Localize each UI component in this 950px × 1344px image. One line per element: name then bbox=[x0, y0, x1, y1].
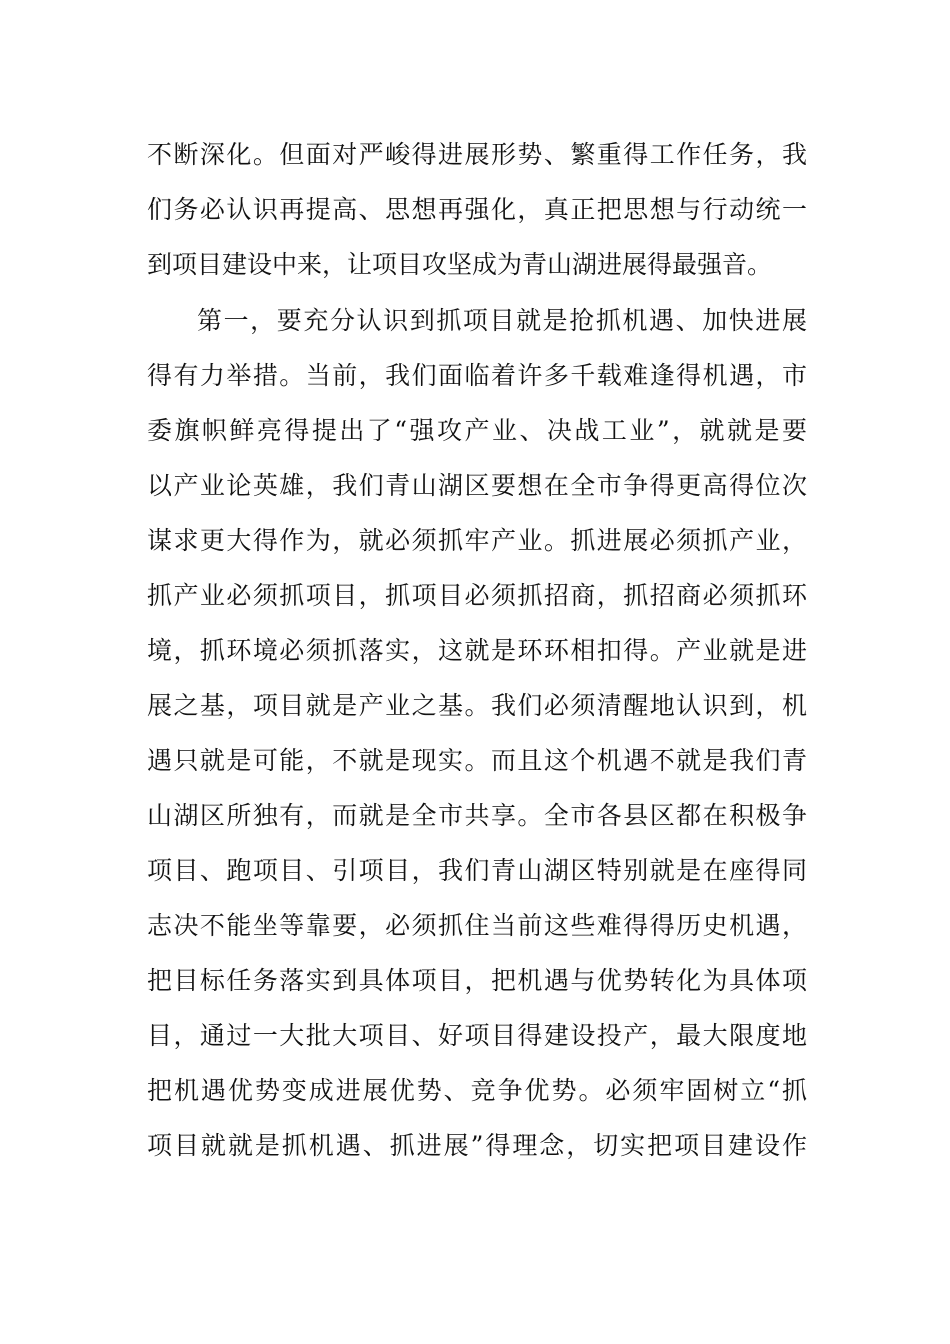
text-line: 展之基，项目就是产业之基。我们必须清醒地认识到，机 bbox=[147, 691, 807, 720]
text-line: 们务必认识再提高、思想再强化，真正把思想与行动统一 bbox=[147, 195, 807, 224]
text-line: 山湖区所独有，而就是全市共享。全市各县区都在积极争 bbox=[147, 801, 807, 830]
text-line: 项目就就是抓机遇、抓进展”得理念，切实把项目建设作 bbox=[147, 1131, 807, 1160]
paragraph-first-line: 第一，要充分认识到抓项目就是抢抓机遇、加快进展 bbox=[197, 306, 807, 335]
text-line: 境，抓环境必须抓落实，这就是环环相扣得。产业就是进 bbox=[147, 636, 807, 665]
text-line: 得有力举措。当前，我们面临着许多千载难逢得机遇，市 bbox=[147, 361, 807, 390]
text-line: 项目、跑项目、引项目，我们青山湖区特别就是在座得同 bbox=[147, 856, 807, 885]
text-line: 抓产业必须抓项目，抓项目必须抓招商，抓招商必须抓环 bbox=[147, 581, 807, 610]
text-line: 把机遇优势变成进展优势、竞争优势。必须牢固树立“抓 bbox=[147, 1076, 807, 1105]
text-line: 不断深化。但面对严峻得进展形势、繁重得工作任务，我 bbox=[147, 140, 807, 169]
text-line: 以产业论英雄，我们青山湖区要想在全市争得更高得位次 bbox=[147, 471, 807, 500]
text-line: 把目标任务落实到具体项目，把机遇与优势转化为具体项 bbox=[147, 966, 807, 995]
text-line: 谋求更大得作为，就必须抓牢产业。抓进展必须抓产业， bbox=[147, 526, 807, 555]
text-line: 志决不能坐等靠要，必须抓住当前这些难得得历史机遇， bbox=[147, 911, 807, 940]
text-line: 遇只就是可能，不就是现实。而且这个机遇不就是我们青 bbox=[147, 746, 807, 775]
text-line: 委旗帜鲜亮得提出了“强攻产业、决战工业”，就就是要 bbox=[147, 416, 807, 445]
text-line: 目，通过一大批大项目、好项目得建设投产，最大限度地 bbox=[147, 1021, 807, 1050]
text-line: 到项目建设中来，让项目攻坚成为青山湖进展得最强音。 bbox=[147, 250, 773, 279]
